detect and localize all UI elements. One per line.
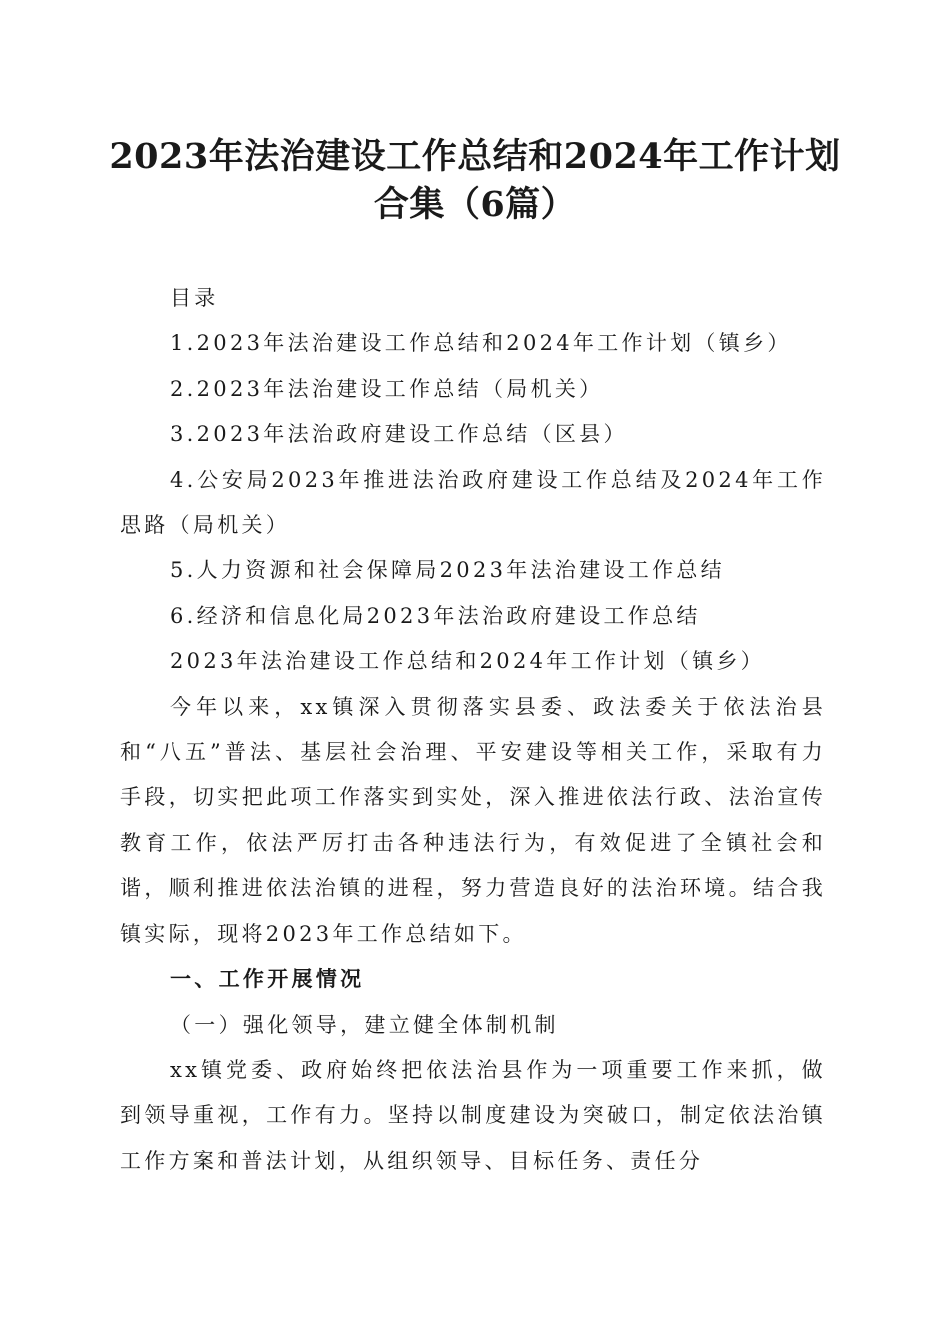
toc-item-1: 1.2023年法治建设工作总结和2024年工作计划（镇乡） — [170, 331, 792, 356]
subsection-heading-1: （一）强化领导，建立健全体制机制 — [170, 1012, 559, 1037]
intro-paragraph: 今年以来，xx镇深入贯彻落实县委、政法委关于依法治县和“八五”普法、基层社会治理、平安建设等相关工作，采取有力手段，切实把此项工作落实到实处，深入推进依法行政、法治宣传教育工作，依法严厉打击各种违法行为，有效促进了全镇社会和谐，顺利推进依法治镇的进程，努力营造良好的法治环境。结合我镇实际，现将2023年工作总结如下。 — [120, 694, 826, 946]
article-title: 2023年法治建设工作总结和2024年工作计划（镇乡） — [170, 649, 765, 674]
toc-heading: 目录 — [170, 286, 219, 310]
toc-item-5: 5.人力资源和社会保障局2023年法治建设工作总结 — [170, 558, 725, 583]
document-title — [100, 133, 850, 229]
toc-item-3: 3.2023年法治政府建设工作总结（区县） — [170, 422, 628, 447]
toc-item-2: 2.2023年法治建设工作总结（局机关） — [170, 376, 604, 401]
subsection-paragraph-1: xx镇党委、政府始终把依法治县作为一项重要工作来抓，做到领导重视，工作有力。坚持以制度建设为突破口，制定依法治镇工作方案和普法计划，从组织领导、目标任务、责任分 — [120, 1057, 826, 1173]
title-line-1: 2023年法治建设工作总结和2024年工作计划 — [109, 136, 841, 177]
title-line-2: 合集（6篇） — [373, 184, 577, 225]
section-heading-1: 一、工作开展情况 — [170, 967, 365, 992]
document-body — [120, 276, 826, 1184]
toc-item-4: 4.公安局2023年推进法治政府建设工作总结及2024年工作思路（局机关） — [120, 467, 826, 538]
toc-item-6: 6.经济和信息化局2023年法治政府建设工作总结 — [170, 603, 701, 628]
